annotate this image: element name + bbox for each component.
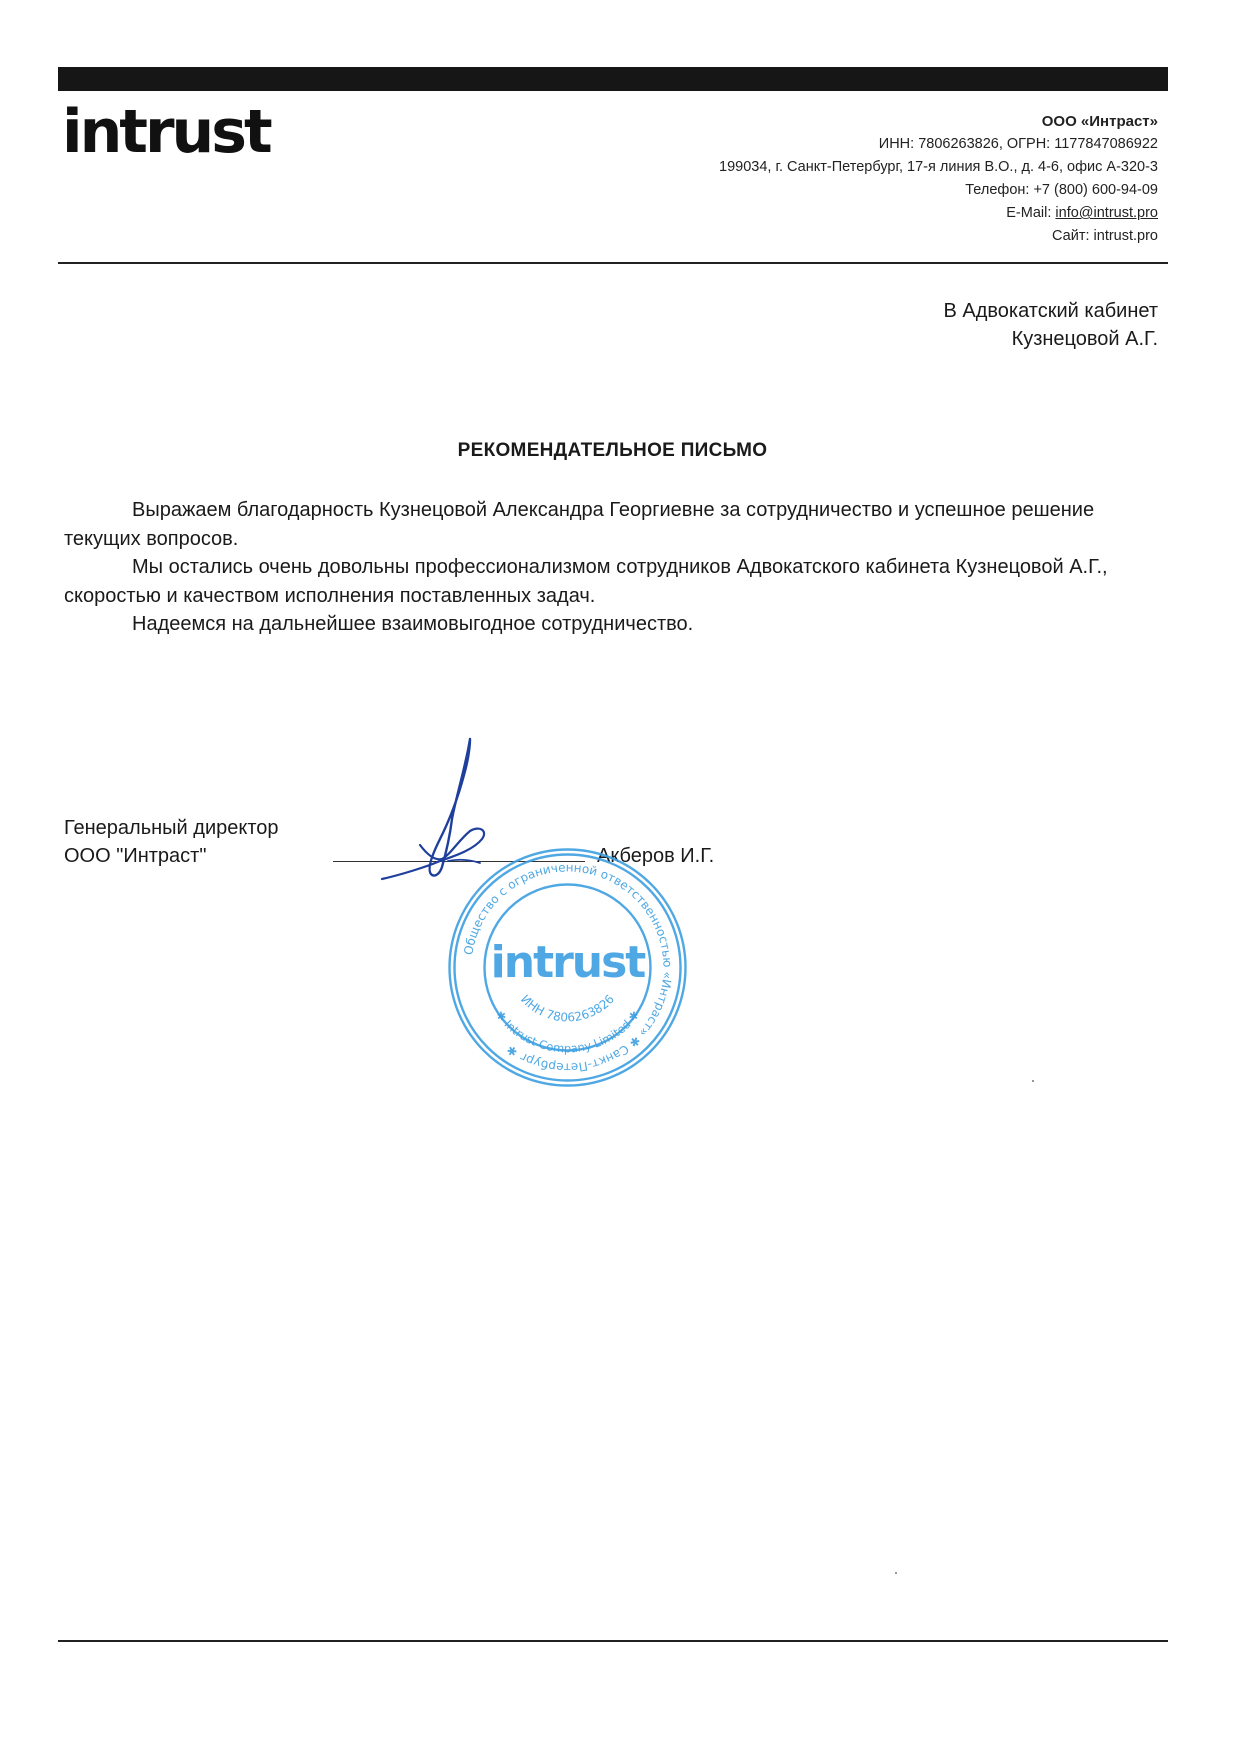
body-paragraph-1: Выражаем благодарность Кузнецовой Александра Георгиевне за сотрудничество и успешное решение текущих вопросов. (64, 499, 1095, 550)
signatory-name: Акберов И.Г. (597, 845, 715, 867)
stamp-logo: intrust (490, 937, 645, 988)
scan-speck (1032, 1080, 1034, 1082)
handwritten-signature (370, 735, 530, 885)
company-registration: ИНН: 7806263826, ОГРН: 1177847086922 (878, 136, 1158, 152)
company-name: ООО «Интраст» (1041, 113, 1158, 130)
recipient-block (944, 297, 1159, 353)
company-phone: Телефон: +7 (800) 600-94-09 (965, 182, 1158, 198)
company-logo: intrust (62, 97, 270, 167)
stamp-english-text: ✱ Intrust Company Limited ✱ (492, 1007, 643, 1056)
stamp-outer-text: Общество с ограниченной ответственностью «Интраст» ✱ Санкт-Петербург ✱ (461, 860, 675, 1075)
scan-speck (895, 1572, 897, 1574)
document-title: РЕКОМЕНДАТЕЛЬНОЕ ПИСЬМО (457, 440, 768, 461)
company-details (719, 110, 1158, 248)
header-top-bar (58, 67, 1168, 91)
recipient-line-1: В Адвокатский кабинет (943, 300, 1158, 322)
company-site: Сайт: intrust.pro (1052, 228, 1158, 244)
email-label: E-Mail: (1006, 205, 1056, 221)
signatory-role-line-2: ООО "Интраст" (64, 845, 207, 867)
signatory-role (64, 814, 279, 870)
body-paragraph-3: Надеемся на дальнейшее взаимовыгодное сотрудничество. (132, 613, 694, 635)
letter-body (64, 496, 1144, 639)
email-link[interactable]: info@intrust.pro (1055, 205, 1158, 221)
company-email-line (719, 202, 1158, 225)
recipient-line-2: Кузнецовой А.Г. (1011, 328, 1158, 350)
signatory-role-line-1: Генеральный директор (64, 817, 279, 839)
footer-divider (58, 1640, 1168, 1642)
header-divider (58, 262, 1168, 264)
company-address: 199034, г. Санкт-Петербург, 17-я линия В.О., д. 4-6, офис А-320-3 (719, 159, 1158, 175)
body-paragraph-2: Мы остались очень довольны профессионализмом сотрудников Адвокатского кабинета Кузнецовой А.Г., скоростью и качеством исполнения поставленных задач. (64, 556, 1108, 607)
stamp-inn: ИНН 7806263826 (518, 991, 617, 1025)
